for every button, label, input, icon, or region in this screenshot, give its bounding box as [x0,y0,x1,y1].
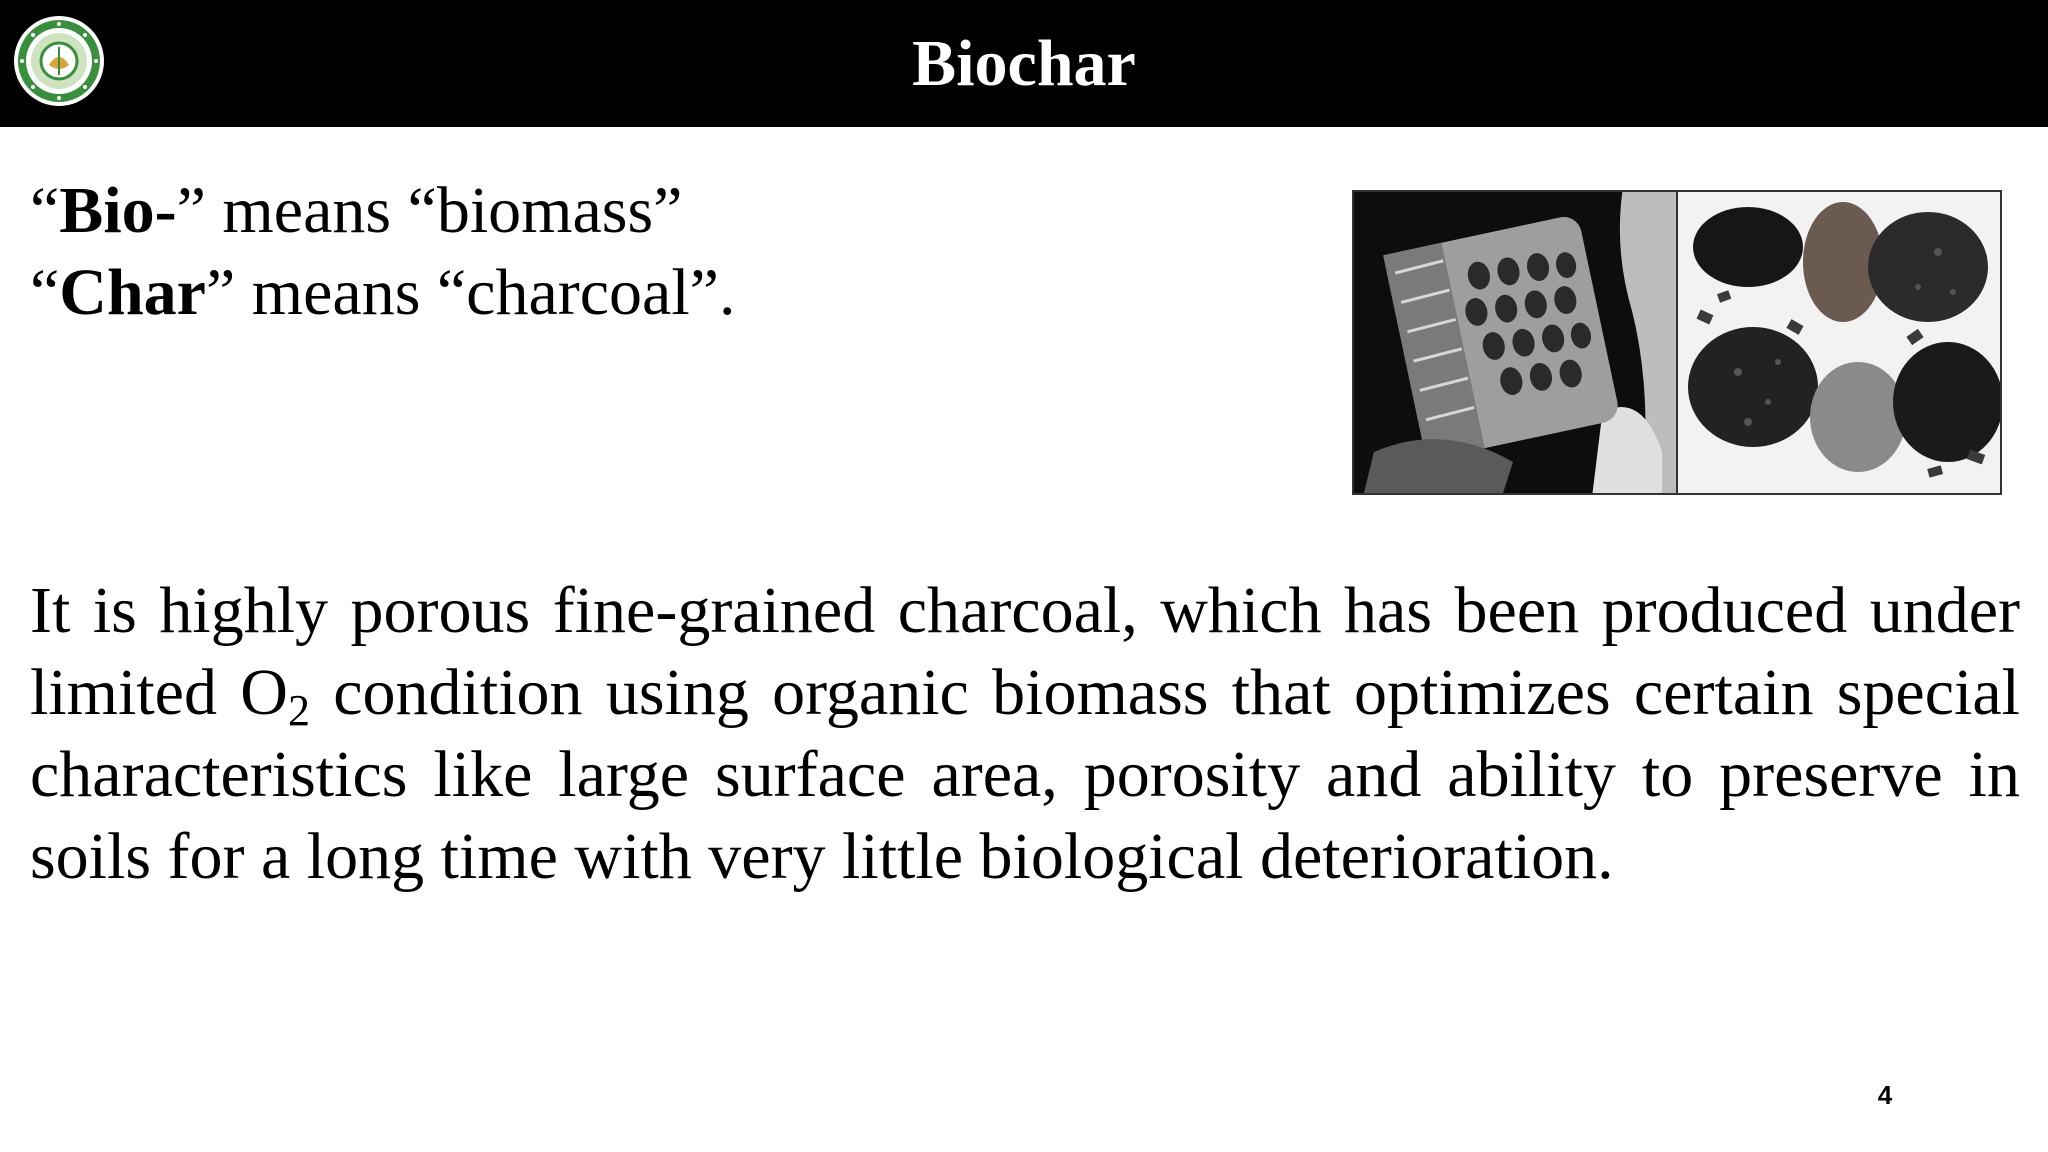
definitions [30,170,735,334]
definition-char [30,252,735,334]
quote-mark: “ [30,256,60,329]
description-text-part1: It is highly porous fine-grained charcoal, which has been produced under limited O [30,574,2020,729]
slide-title: Biochar [912,27,1136,100]
definition-char-text: ” means “charcoal”. [205,256,736,329]
description-text-part2: condition using organic biomass that optimizes certain special characteristics like large surface area, porosity and ability to preserve in soils for a long time with very little biological deterioration. [30,656,2020,893]
biochar-description [30,570,2020,898]
term-bio: Bio- [59,174,177,247]
biochar-samples-photo-icon [1678,192,2000,493]
quote-mark: “ [30,174,60,247]
page-number: 4 [1877,1080,1893,1110]
biochar-figure [1352,190,2002,495]
definition-bio [30,170,735,252]
oxygen-subscript: 2 [287,686,310,735]
definition-bio-text: ” means “biomass” [176,174,683,247]
term-char: Char [59,256,206,329]
biochar-sem-micrograph-icon [1354,192,1678,493]
